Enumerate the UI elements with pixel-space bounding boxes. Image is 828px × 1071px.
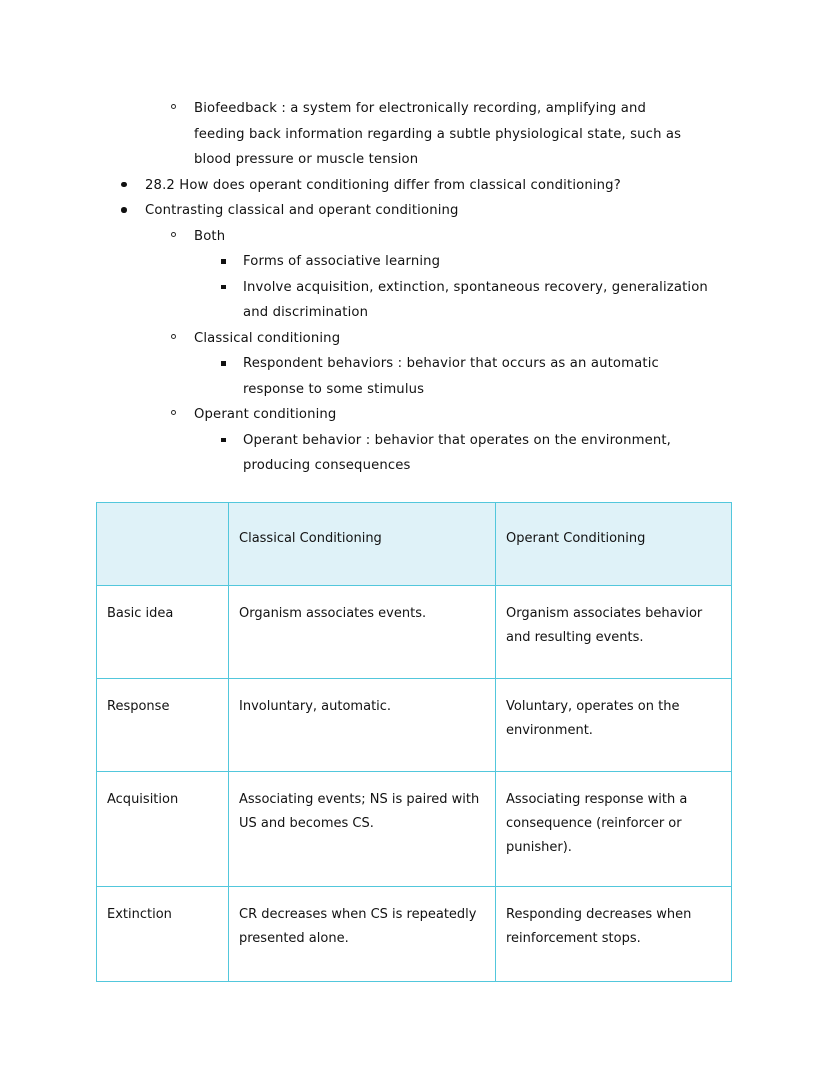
cell-classical: Organism associates events. (229, 586, 496, 679)
list-item (0, 326, 828, 352)
list-item (0, 402, 828, 428)
cell-operant: Voluntary, operates on the environment. (496, 679, 732, 772)
list-item (0, 249, 828, 275)
list-item-text: Contrasting classical and operant conditioning (145, 203, 459, 218)
table-row (97, 887, 732, 982)
filled-square-bullet-icon (221, 438, 226, 443)
list-item-text: Operant behavior : behavior that operates on the environment, producing consequences (243, 432, 672, 473)
table-header-row (97, 503, 732, 586)
list-item-text: Involve acquisition, extinction, spontaneous recovery, generalization and discrimination (243, 279, 708, 320)
list-item-text: Both (194, 228, 226, 244)
table-body (97, 586, 732, 982)
list-item (0, 275, 828, 326)
comparison-table (96, 502, 732, 982)
row-label: Response (97, 679, 229, 772)
hollow-circle-bullet-icon (171, 334, 176, 339)
column-header-operant: Operant Conditioning (496, 503, 732, 586)
filled-square-bullet-icon (221, 361, 226, 366)
list-item (0, 351, 828, 402)
list-item-text: Forms of associative learning (243, 254, 441, 269)
table-row (97, 586, 732, 679)
comparison-table-container (96, 502, 703, 982)
cell-operant: Associating response with a consequence (reinforcer or punisher). (496, 772, 732, 887)
table-header (97, 503, 732, 586)
row-label: Acquisition (97, 772, 229, 887)
list-item (0, 428, 828, 479)
filled-disc-bullet-icon (121, 182, 127, 188)
hollow-circle-bullet-icon (171, 410, 176, 415)
column-header-classical: Classical Conditioning (229, 503, 496, 586)
filled-disc-bullet-icon (121, 207, 127, 213)
list-item (0, 173, 828, 199)
list-item-text: Classical conditioning (194, 330, 341, 346)
cell-classical: CR decreases when CS is repeatedly presented alone. (229, 887, 496, 982)
list-item (0, 96, 828, 173)
table-row (97, 772, 732, 887)
row-label: Extinction (97, 887, 229, 982)
hollow-circle-bullet-icon (171, 104, 176, 109)
hollow-circle-bullet-icon (171, 232, 176, 237)
list-item (0, 224, 828, 250)
outline-list (0, 96, 828, 479)
table-row (97, 679, 732, 772)
filled-square-bullet-icon (221, 259, 226, 264)
list-item-text: Biofeedback : a system for electronically recording, amplifying and feeding back information regarding a subtle physiological state, such as blood pressure or muscle tension (194, 101, 682, 167)
row-label: Basic idea (97, 586, 229, 679)
list-item (0, 198, 828, 224)
cell-operant: Organism associates behavior and resulting events. (496, 586, 732, 679)
list-item-text: Operant conditioning (194, 407, 337, 422)
cell-classical: Involuntary, automatic. (229, 679, 496, 772)
filled-square-bullet-icon (221, 285, 226, 290)
column-header-blank (97, 503, 229, 586)
list-item-text: 28.2 How does operant conditioning differ from classical conditioning? (145, 177, 621, 193)
list-item-text: Respondent behaviors : behavior that occurs as an automatic response to some stimulus (243, 356, 659, 397)
cell-operant: Responding decreases when reinforcement stops. (496, 887, 732, 982)
cell-classical: Associating events; NS is paired with US and becomes CS. (229, 772, 496, 887)
